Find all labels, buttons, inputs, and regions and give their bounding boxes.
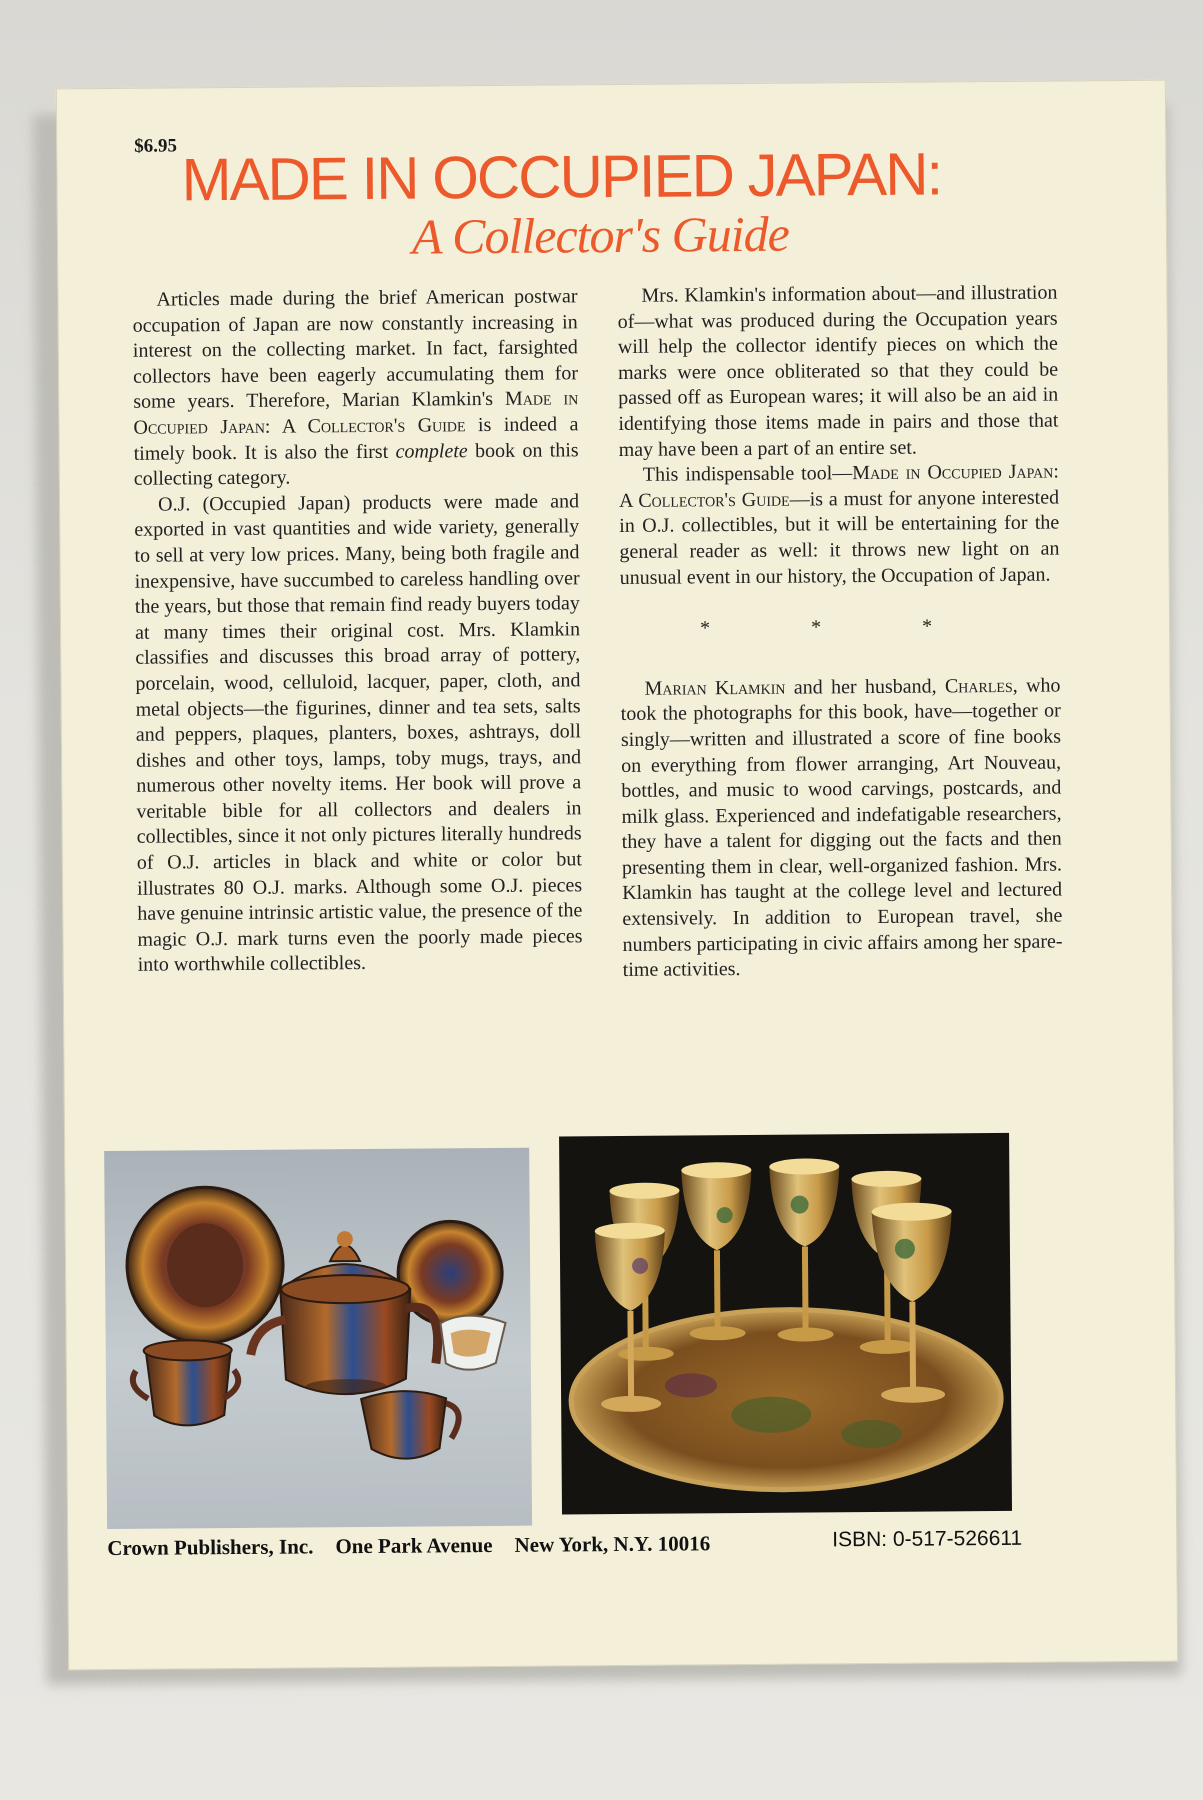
information-paragraph: Mrs. Klamkin's information about—and illustration of—what was produced during the Occupation years will help the collector identify pieces on which the marks were once obliterated so that they could be passed off as European wares; it will also be an aid in identifying those items made in pairs and those that may have been a part of an entire set. xyxy=(617,281,1059,461)
goblet-set-photo xyxy=(559,1133,1012,1515)
tea-set-illustration xyxy=(104,1148,532,1529)
book-title-inline: Made in Occupied Japan: A Collector's Guide xyxy=(133,387,579,439)
author-bio-paragraph: Marian Klamkin and her husband, Charles, who took the photographs for this book, have—together or singly—written and illustrated a score of fine books on everything from flower arranging, Art Nouveau, bottles, and music to wood carvings, postcards, and milk glass. Experienced and indefatigable researchers, they have a talent for digging out the facts and then presenting them in clear, well-organized fashion. Mrs. Klamkin has taught at the college level and lectured extensively. In addition to European travel, she numbers participating in civic affairs among her spare-time activities. xyxy=(620,674,1063,982)
goblet-set-illustration xyxy=(559,1133,1012,1515)
book-back-cover xyxy=(56,80,1178,1671)
left-text-column xyxy=(132,284,582,979)
tea-set-photo xyxy=(104,1148,532,1529)
products-paragraph: O.J. (Occupied Japan) products were made and exported in vast quantities and wide variety, generally to sell at very low prices. Many, being both fragile and inexpensive, have succumbed to careless handling over the years, but those that remain find ready buyers today at many times their original cost. Mrs. Klamkin classifies and discusses this broad array of pottery, porcelain, wood, celluloid, lacquer, paper, cloth, and metal objects—the figurines, dinner and tea sets, salts and peppers, plaques, planters, boxes, ashtrays, doll dishes and other toys, lamps, toby mugs, trays, and numerous other novelty items. Her book will prove a veritable bible for all collectors and dealers in collectibles, since it not only pictures literally hundreds of O.J. articles in black and white or color but illustrates 80 O.J. marks. Although some O.J. pieces have genuine intrinsic artistic value, the presence of the magic O.J. mark turns even the poorly made pieces into worthwhile collectibles. xyxy=(134,490,583,977)
photographer-name: Charles xyxy=(944,674,1013,698)
isbn-label: ISBN: 0-517-526611 xyxy=(832,1526,1023,1552)
book-subtitle: A Collector's Guide xyxy=(411,205,790,265)
tool-paragraph: This indispensable tool—Made in Occupied Japan: A Collector's Guide—is a must for anyone interested in O.J. collectibles, but it will be entertaining for the general reader as well: it throws new light on an unusual event in our history, the Occupation of Japan. xyxy=(618,460,1060,589)
right-text-column xyxy=(617,281,1062,984)
publisher-city: New York, N.Y. 10016 xyxy=(514,1531,711,1557)
intro-paragraph: Articles made during the brief American postwar occupation of Japan are now constantly increasing in interest on the collecting market. In fact, farsighted collectors have been eagerly accumulating them for some years. Therefore, Marian Klamkin's Made in Occupied Japan: A Collector's Guide is indeed a timely book. It is also the first complete book on this collecting category. xyxy=(132,285,579,490)
author-name: Marian Klamkin xyxy=(644,676,786,700)
book-title: MADE IN OCCUPIED JAPAN: xyxy=(181,140,942,214)
emphasis-complete: complete xyxy=(395,439,468,463)
section-separator: * * * xyxy=(699,615,981,640)
publisher-name: Crown Publishers, Inc. xyxy=(107,1534,314,1561)
book-title-inline: Made in Occupied Japan: A Collector's Guide xyxy=(618,460,1059,512)
price-label: $6.95 xyxy=(134,135,178,157)
publisher-address: One Park Avenue xyxy=(335,1532,493,1559)
publisher-line xyxy=(107,1531,732,1561)
